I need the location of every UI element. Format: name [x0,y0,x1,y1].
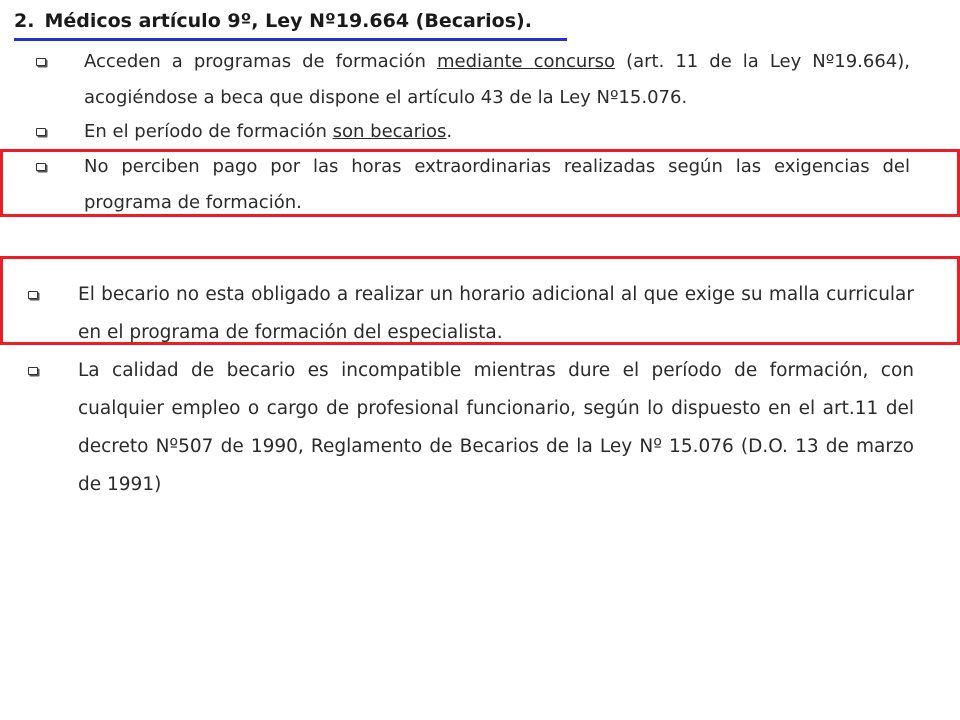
highlight-box-horario-adicional [0,256,960,345]
checkbox-bullet-icon [36,58,46,66]
bullet-text-underlined: mediante concurso [437,51,616,72]
section-number: 2. [14,10,35,32]
bullet-text: El becario no esta obligado a realizar un horario adicional al que exige su malla curricular en el programa de formación del especialista. [78,284,914,343]
bullet-text-before: Acceden a programas de formación [84,51,437,72]
bullet-item-becarios [84,114,910,150]
bullet-text-before: En el período de formación [84,121,333,142]
heading-underline [14,38,567,41]
checkbox-bullet-icon [36,128,46,136]
checkbox-bullet-icon [28,367,38,375]
bullet-item-incompatibilidad [78,352,914,504]
highlight-box-horas-extra [0,149,960,217]
bullet-text-after: . [446,121,453,142]
bullet-text: No perciben pago por las horas extraordinarias realizadas según las exigencias del programa de formación. [84,156,910,213]
bullet-item-concurso [84,44,910,116]
bullet-text-underlined: son becarios [332,121,447,142]
bullet-text-after: (art. 11 de la Ley Nº19.664), acogiéndose a beca que dispone el artículo 43 de la Ley Nº15.076. [84,51,910,108]
section-title: Médicos artículo 9º, Ley Nº19.664 (Becarios). [44,10,532,32]
section-heading [14,10,532,32]
bullet-text: La calidad de becario es incompatible mientras dure el período de formación, con cualquier empleo o cargo de profesional funcionario, según lo dispuesto en el art.11 del decreto Nº507 de 1990, Reglamento de Becarios de la Ley Nº 15.076 (D.O. 13 de marzo de 1991) [78,360,914,495]
